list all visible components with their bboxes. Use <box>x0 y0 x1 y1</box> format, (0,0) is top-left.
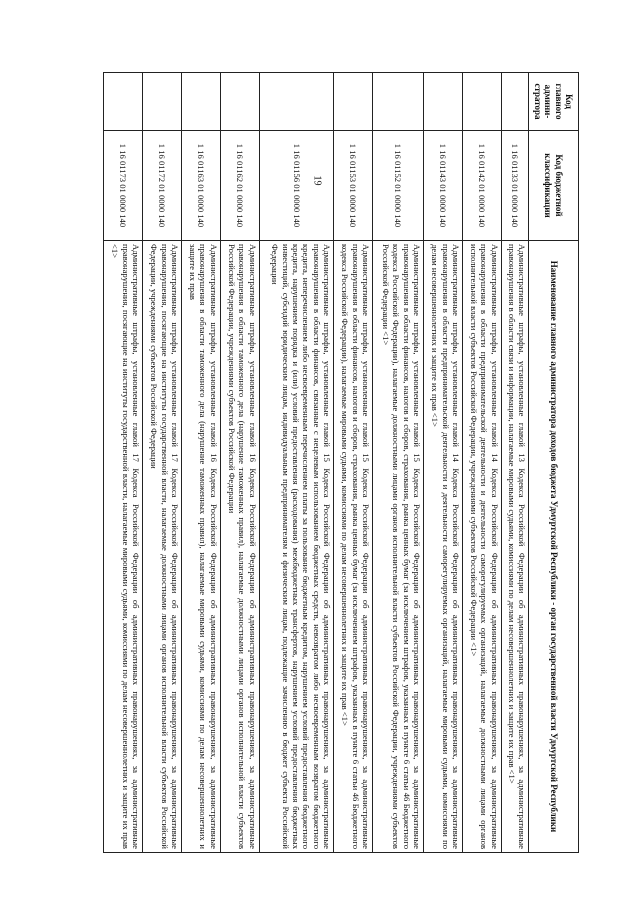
budget-code-cell: 1 16 01152 01 0000 140 <box>373 131 424 241</box>
admin-code-cell <box>104 73 143 131</box>
table-row <box>104 73 143 853</box>
budget-code-cell: 1 16 01153 01 0000 140 <box>334 131 373 241</box>
revenue-name-cell: Административные штрафы, установленные главой 17 Кодекса Российской Федерации об административных правонарушениях, за административные правонарушения, посягающие на институты государственной власти, налагаемые мировыми судьями, комиссиями по делам несовершеннолетних и защите их прав <1> <box>104 241 143 853</box>
table-row <box>181 73 220 853</box>
admin-code-cell <box>501 73 528 131</box>
header-name: Наименование главного администратора доходов бюджета Удмуртской Республики - орган государственной власти Удмуртской Республики <box>529 241 579 853</box>
table-row <box>334 73 373 853</box>
revenue-name-cell: Административные штрафы, установленные главой 14 Кодекса Российской Федерации об административных правонарушениях, за административные правонарушения в области предпринимательской деятельности и деятельности саморегулируемых организаций, налагаемые мировыми судьями, комиссиями по делам несовершеннолетних и защите их прав <1> <box>424 241 463 853</box>
revenue-name-cell: Административные штрафы, установленные главой 17 Кодекса Российской Федерации об административных правонарушениях, за административные правонарушения, посягающие на институты государственной власти, налагаемые должностными лицами органов исполнительной власти субъектов Российской Федерации, учреждениями субъектов Российской Федерации <box>143 241 182 853</box>
revenue-name-cell: Административные штрафы, установленные главой 13 Кодекса Российской Федерации об административных правонарушениях, за административные правонарушения в области связи и информации, налагаемые мировыми судьями, комиссиями по делам несовершеннолетних и защите их прав <1> <box>501 241 528 853</box>
admin-code-cell <box>259 73 333 131</box>
table-row <box>220 73 259 853</box>
revenue-table <box>103 72 579 853</box>
table-row <box>424 73 463 853</box>
table-row <box>259 73 333 853</box>
revenue-name-cell: Административные штрафы, установленные главой 15 Кодекса Российской Федерации об административных правонарушениях, за административные правонарушения в области финансов, связанные с нецелевым использованием бюджетных средств, невозвратом либо несвоевременным возвратом бюджетного кредита, неперечислением либо несвоевременным перечислением платы за пользование бюджетным кредитом, нарушением условий предоставления бюджетного кредита, нарушением порядка и (или) условий предоставления (расходования) межбюджетных трансфертов, нарушением условий предоставления бюджетных инвестиций, субсидий юридическим лицам, индивидуальным предпринимателям и физическим лицам, подлежащие зачислению в бюджет субъекта Российской Федерации <box>259 241 333 853</box>
budget-code-cell: 1 16 01172 01 0000 140 <box>143 131 182 241</box>
admin-code-cell <box>220 73 259 131</box>
table-row <box>462 73 501 853</box>
admin-code-cell <box>373 73 424 131</box>
admin-code-cell <box>143 73 182 131</box>
page-number: 19 <box>311 175 323 186</box>
header-budget-code: Код бюджетной классификации <box>529 131 579 241</box>
revenue-name-cell: Административные штрафы, установленные главой 16 Кодекса Российской Федерации об административных правонарушениях, за административные правонарушения в области таможенного дела (нарушение таможенных правил), налагаемые должностными лицами органов исполнительной власти субъектов Российской Федерации, учреждениями субъектов Российской Федерации <box>220 241 259 853</box>
revenue-name-cell: Административные штрафы, установленные главой 16 Кодекса Российской Федерации об административных правонарушениях, за административные правонарушения в области таможенного дела (нарушение таможенных правил), налагаемые мировыми судьями, комиссиями по делам несовершеннолетних и защите их прав <box>181 241 220 853</box>
header-admin-code: Код главного админи-стратора <box>529 73 579 131</box>
budget-code-cell: 1 16 01173 01 0000 140 <box>104 131 143 241</box>
table-row <box>501 73 528 853</box>
table-row <box>373 73 424 853</box>
revenue-name-cell: Административные штрафы, установленные главой 15 Кодекса Российской Федерации об административных правонарушениях, за административные правонарушения в области финансов, налогов и сборов, страхования, рынка ценных бумаг (за исключением штрафов, указанных в пункте 6 статьи 46 Бюджетного кодекса Российской Федерации), налагаемые мировыми судьями, комиссиями по делам несовершеннолетних и защите их прав <1> <box>334 241 373 853</box>
table-body <box>104 73 529 853</box>
rotated-table-container <box>103 72 579 852</box>
table-row <box>143 73 182 853</box>
budget-code-cell: 1 16 01133 01 0000 140 <box>501 131 528 241</box>
admin-code-cell <box>462 73 501 131</box>
budget-code-cell: 1 16 01156 01 0000 140 <box>259 131 333 241</box>
budget-code-cell: 1 16 01163 01 0000 140 <box>181 131 220 241</box>
table-header-row <box>529 73 579 853</box>
budget-code-cell: 1 16 01142 01 0000 140 <box>462 131 501 241</box>
revenue-name-cell: Административные штрафы, установленные главой 14 Кодекса Российской Федерации об административных правонарушениях, за административные правонарушения в области предпринимательской деятельности и деятельности саморегулируемых организаций, налагаемые должностными лицами органов исполнительной власти субъектов Российской Федерации, учреждениями субъектов Российской Федерации <1> <box>462 241 501 853</box>
revenue-name-cell: Административные штрафы, установленные главой 15 Кодекса Российской Федерации об административных правонарушениях, за административные правонарушения в области финансов, налогов и сборов, страхования, рынка ценных бумаг (за исключением штрафов, указанных в пункте 6 статьи 46 Бюджетного кодекса Российской Федерации), налагаемые должностными лицами органов исполнительной власти субъектов Российской Федерации, учреждениями субъектов Российской Федерации <1> <box>373 241 424 853</box>
budget-code-cell: 1 16 01162 01 0000 140 <box>220 131 259 241</box>
admin-code-cell <box>334 73 373 131</box>
admin-code-cell <box>424 73 463 131</box>
admin-code-cell <box>181 73 220 131</box>
budget-code-cell: 1 16 01143 01 0000 140 <box>424 131 463 241</box>
